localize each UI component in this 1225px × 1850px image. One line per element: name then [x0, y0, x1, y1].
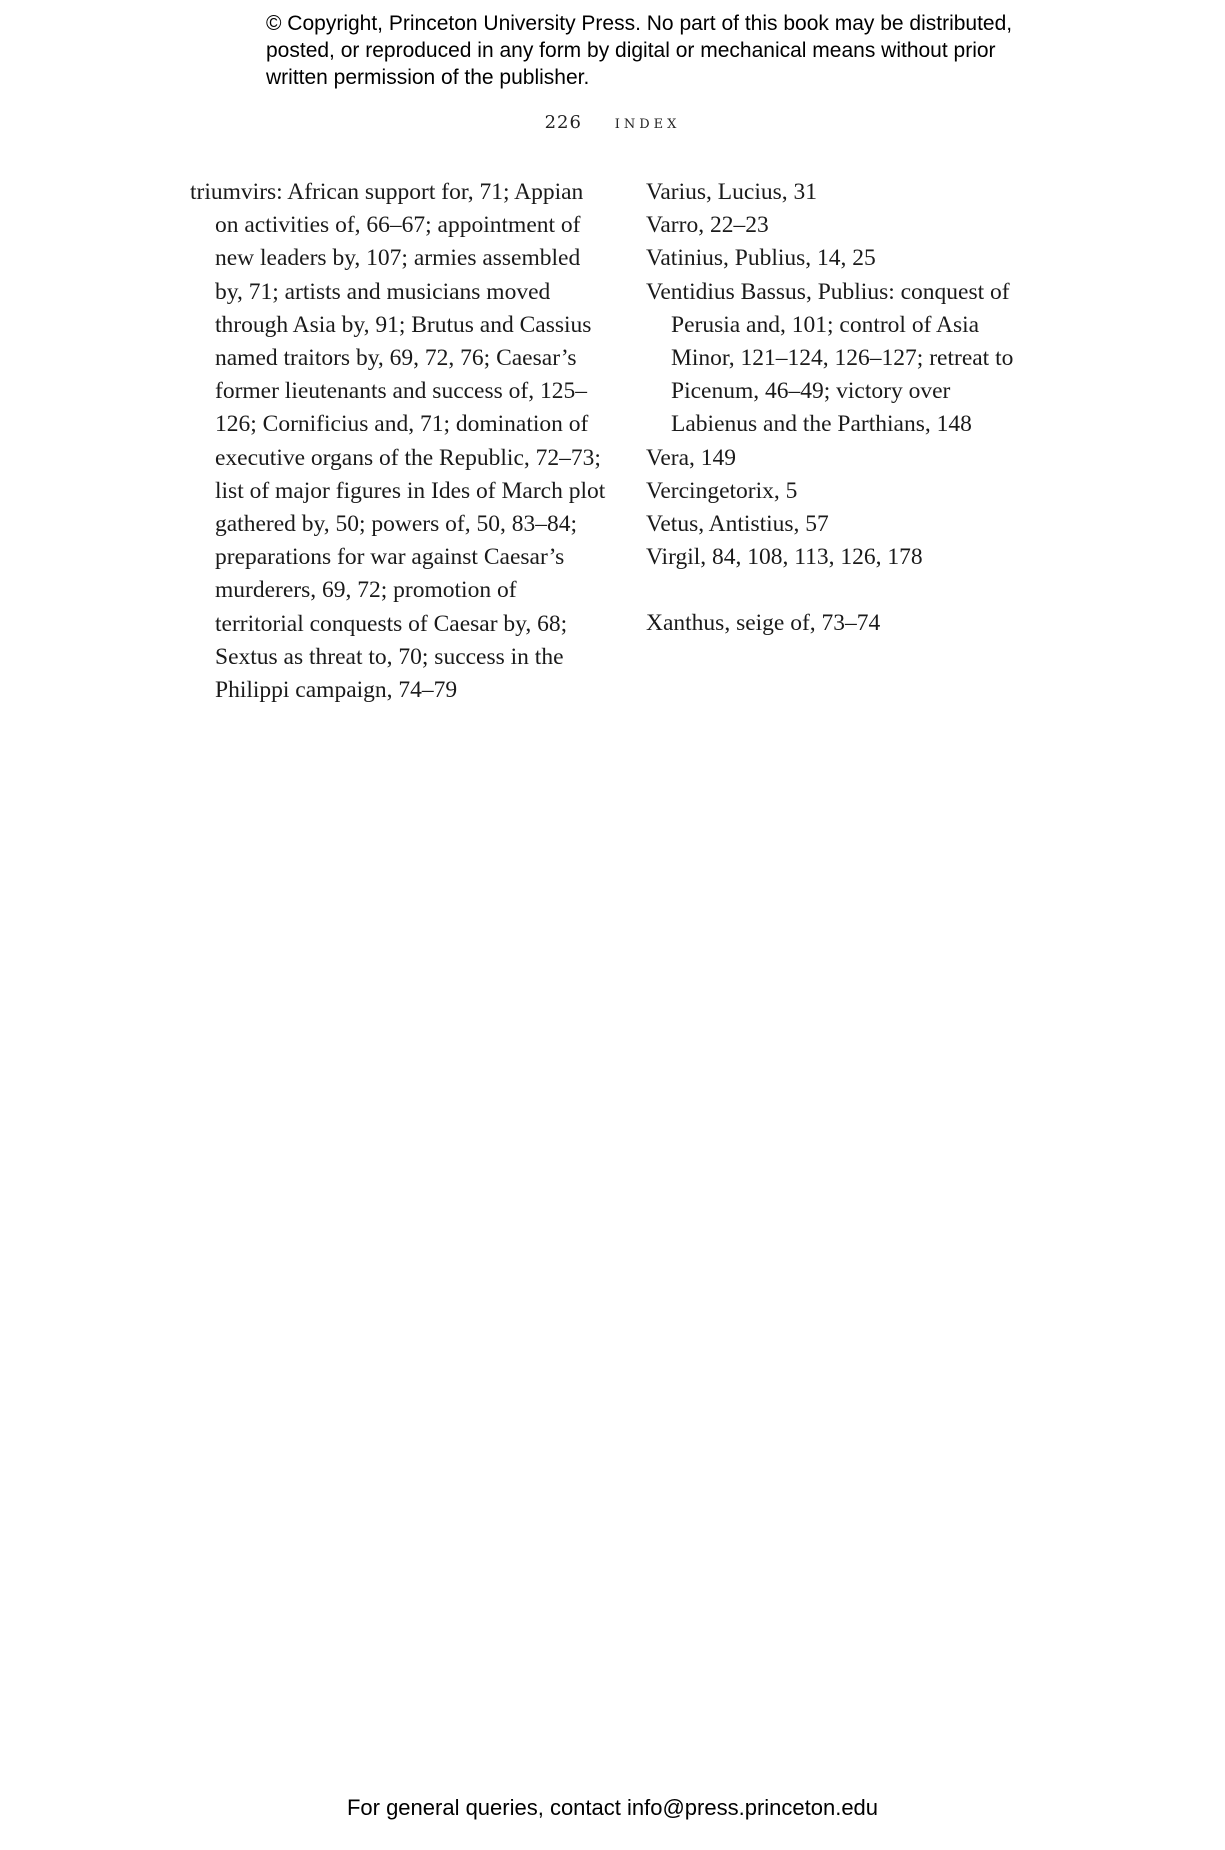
index-left-column	[190, 176, 610, 707]
section-title: index	[614, 112, 681, 133]
index-entry-vera: Vera, 149	[646, 444, 737, 471]
index-entry-virgil: Virgil, 84, 108, 113, 126, 178	[646, 544, 923, 571]
index-entry-varro: Varro, 22–23	[646, 212, 769, 239]
index-entry-ventidius: Ventidius Bassus, Publius: conquest of Perusia and, 101; control of Asia Minor, 121–124, 126–127; retreat to Picenum, 46–49; victory over Labienus and the Parthians, 148	[646, 278, 1014, 438]
index-entry-vetus: Vetus, Antistius, 57	[646, 511, 829, 538]
index-right-column	[646, 176, 1026, 641]
page-number: 226	[544, 112, 582, 133]
index-entry-vatinius: Vatinius, Publius, 14, 25	[646, 245, 876, 272]
footer-contact: For general queries, contact info@press.princeton.edu	[346, 1795, 879, 1820]
index-entry-triumvirs: triumvirs: African support for, 71; Appian on activities of, 66–67; appointment of new leaders by, 107; armies assembled by, 71; artists and musicians moved through Asia by, 91; Brutus and Cassius named traitors by, 69, 72, 76; Caesar’s former lieutenants and success of, 125–126; Cornificius and, 71; domination of executive organs of the Republic, 72–73; list of major figures in Ides of March plot gathered by, 50; powers of, 50, 83–84; preparations for war against Caesar’s murderers, 69, 72; promotion of territorial conquests of Caesar by, 68; Sextus as threat to, 70; success in the Philippi campaign, 74–79	[190, 179, 606, 704]
index-entry-xanthus: Xanthus, seige of, 73–74	[646, 610, 881, 637]
running-head	[0, 112, 1225, 133]
copyright-notice: © Copyright, Princeton University Press. No part of this book may be distributed, posted, or reproduced in any form by digital or mechanical means without prior written permission of the publisher.	[266, 12, 1013, 89]
index-entry-varius: Varius, Lucius, 31	[646, 179, 818, 205]
index-entry-vercingetorix: Vercingetorix, 5	[646, 477, 798, 504]
